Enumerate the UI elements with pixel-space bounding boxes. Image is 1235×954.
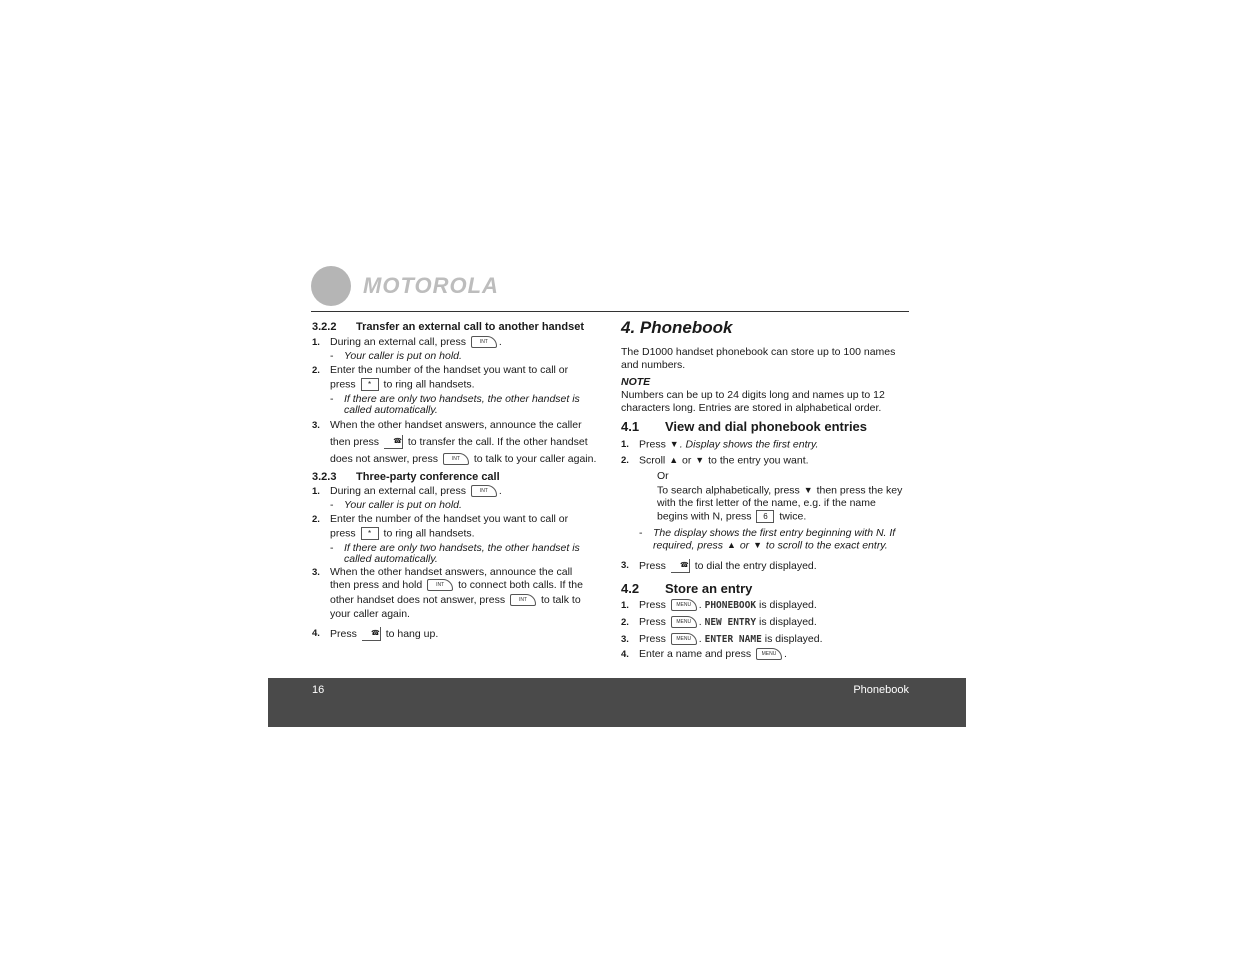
page-number: 16 [312, 684, 325, 696]
key-6-icon: 6 [756, 510, 774, 523]
star-key-icon: * [361, 527, 379, 540]
section-heading-3-2-3: 3.2.3 Three-party conference call [312, 471, 500, 483]
menu-key-icon: MENU [671, 616, 697, 628]
up-nav-key-icon: ▲ [726, 540, 736, 550]
header-rule [311, 311, 909, 312]
note-label: NOTE [621, 376, 651, 388]
section-heading-4-1: 4.1 View and dial phonebook entries [621, 419, 868, 434]
end-call-key-icon: ☎ [384, 435, 403, 449]
int-key-icon: INT [510, 594, 536, 606]
end-call-key-icon: ☎ [362, 627, 381, 641]
or-text: Or [657, 470, 669, 482]
up-nav-key-icon: ▲ [669, 455, 679, 465]
page-footer [268, 678, 966, 727]
chapter-title: 4. Phonebook [621, 318, 733, 337]
motorola-logo [311, 266, 571, 308]
footer-section-name: Phonebook [853, 684, 909, 696]
note-line-1: Numbers can be up to 24 digits long and names up to 12 [621, 389, 885, 401]
section-heading-3-2-2: 3.2.2 Transfer an external call to another handset [312, 321, 585, 333]
menu-key-icon: MENU [671, 633, 697, 645]
alt-line-2: with the first letter of the name, e.g. if the name [657, 497, 876, 509]
intro-line-1: The D1000 handset phonebook can store up to 100 names [621, 346, 896, 358]
section-heading-4-2: 4.2 Store an entry [621, 581, 753, 596]
int-key-icon: INT [471, 485, 497, 497]
menu-key-icon: MENU [756, 648, 782, 660]
int-key-icon: INT [427, 579, 453, 591]
down-nav-key-icon: ▼ [695, 455, 705, 465]
menu-key-icon: MENU [671, 599, 697, 611]
talk-key-icon: ☎ [671, 559, 690, 573]
down-nav-key-icon: ▼ [669, 439, 679, 449]
alt-line-3: begins with N, press 6 twice. [657, 510, 807, 523]
down-nav-key-icon: ▼ [753, 540, 762, 550]
intro-line-2: and numbers. [621, 359, 686, 371]
star-key-icon: * [361, 378, 379, 391]
note-line-2: characters long. Entries are stored in alphabetical order. [621, 402, 882, 414]
int-key-icon: INT [471, 336, 497, 348]
down-nav-key-icon: ▼ [803, 485, 813, 495]
int-key-icon: INT [443, 453, 469, 465]
alt-line-1: To search alphabetically, press ▼ then press the key [657, 484, 903, 497]
brand-name: MOTOROLA [363, 273, 499, 298]
motorola-batwing-icon [311, 266, 351, 306]
